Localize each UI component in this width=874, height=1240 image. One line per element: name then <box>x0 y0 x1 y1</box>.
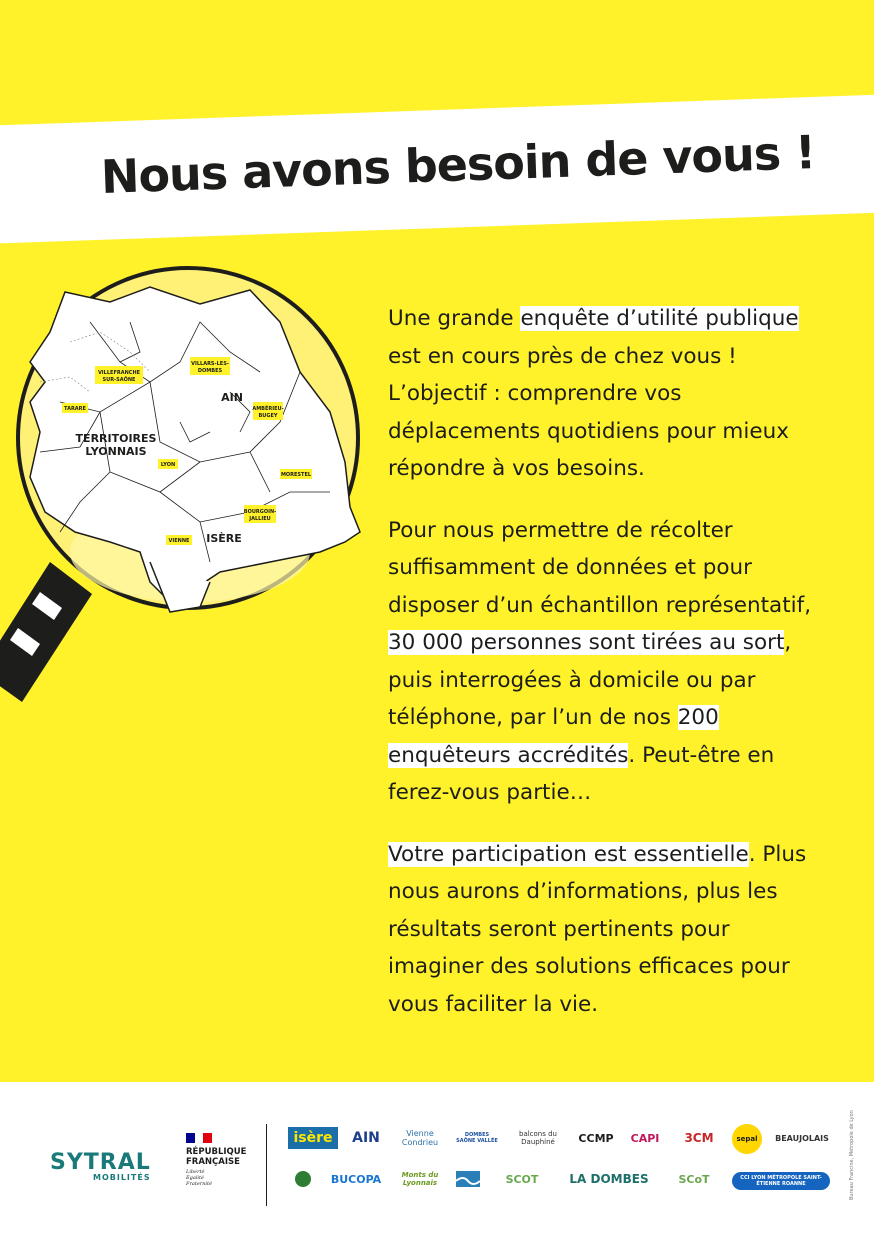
leaf-icon <box>294 1170 312 1188</box>
partner-logo-bucopa: BUCOPA <box>330 1172 382 1186</box>
highlighted-text: Votre participation est essentielle <box>388 841 749 867</box>
partner-logo-vienne-condrieu: Vienne Condrieu <box>401 1129 439 1147</box>
magnifier-map-graphic <box>0 262 380 722</box>
poster-body <box>388 300 828 1047</box>
partner-logo-sepal: sepal <box>732 1124 762 1154</box>
highlighted-text: enquête d’utilité publique <box>520 306 799 331</box>
label-vienne: VIENNE <box>168 538 190 544</box>
republique-francaise <box>186 1147 246 1167</box>
motto-1: Liberté <box>186 1169 205 1175</box>
credit-text: Bureau Francine, Métropole de Lyon <box>849 1110 855 1200</box>
motto-3: Fraternité <box>186 1181 212 1187</box>
label-villars-2: DOMBES <box>197 368 223 374</box>
region-territoires: TERRITOIRES <box>75 432 157 445</box>
body-text-segment: , puis interrogées à domicile ou par téléphone, par l’un de nos <box>388 630 792 730</box>
partner-logo-la-dombes: LA DOMBES <box>569 1172 649 1186</box>
motto-2: Égalité <box>186 1175 204 1181</box>
label-bourgoin-2: JALLIEU <box>249 516 271 522</box>
label-villefranche: VILLEFRANCHE <box>97 370 141 376</box>
label-lyon: LYON <box>160 462 176 468</box>
label-morestel: MORESTEL <box>280 472 312 478</box>
partner-logo-3cm: 3CM <box>684 1131 714 1145</box>
region-isere: ISÈRE <box>206 532 242 545</box>
region-lyonnais: LYONNAIS <box>85 445 147 458</box>
partner-logo-ccmp: CCMP <box>578 1131 614 1145</box>
rf-line-1: RÉPUBLIQUE <box>186 1147 247 1157</box>
label-amberieu-2: BUGEY <box>258 413 278 419</box>
label-villars: VILLARS-LES- <box>191 361 229 367</box>
region-ain: AIN <box>221 391 243 404</box>
partner-logo-monts-lyonnais: Monts du Lyonnais <box>401 1171 439 1187</box>
poster-title: Nous avons besoin de vous ! <box>100 125 816 204</box>
footer-divider <box>266 1124 267 1206</box>
partner-logo-ain: AIN <box>352 1130 380 1146</box>
highlighted-text: 200 enquêteurs accrédités <box>388 705 719 768</box>
sytral-logo: SYTRAL <box>50 1150 151 1175</box>
partner-logo-capi: CAPI <box>630 1131 660 1145</box>
paragraph-intro <box>388 300 828 488</box>
body-text-segment: . Peut-être en ferez-vous partie… <box>388 742 775 805</box>
marianne-flag-icon <box>186 1133 212 1143</box>
body-text-segment: . Plus nous aurons d’informations, plus les résultats seront pertinents pour imaginer des solutions efficaces pour vous faciliter la vie. <box>388 841 807 1017</box>
body-text-segment: Une grande <box>388 306 521 331</box>
partner-logo-isere: isère <box>288 1127 338 1149</box>
partner-logo-dombes-saone: DOMBES SAÔNE VALLÉE <box>456 1132 498 1144</box>
highlighted-text: 30 000 personnes sont tirées au sort <box>388 630 785 655</box>
label-villefranche-2: SUR-SAÔNE <box>102 377 136 383</box>
body-text-segment: Pour nous permettre de récolter suffisamment de données et pour disposer d’un échantillon représentatif, <box>388 517 812 618</box>
partner-logo-cci: CCI LYON MÉTROPOLE SAINT-ÉTIENNE ROANNE <box>732 1172 830 1190</box>
rf-motto <box>186 1169 212 1187</box>
paragraph-participation <box>388 836 828 1024</box>
partner-logo-scot-1: SCOT <box>505 1172 539 1186</box>
partner-logo-beaujolais: BEAUJOLAIS <box>775 1133 829 1143</box>
label-amberieu: AMBÉRIEU- <box>252 406 284 412</box>
rf-line-2: FRANÇAISE <box>186 1157 240 1167</box>
partner-logo-pays-ozon <box>452 1168 484 1190</box>
label-tarare: TARARE <box>64 406 86 412</box>
partner-logo-balcons-dauphine: balcons du Dauphiné <box>519 1130 557 1146</box>
sytral-subtitle: MOBILITÉS <box>93 1173 151 1182</box>
wave-icon <box>454 1167 482 1191</box>
body-text-segment: est en cours près de chez vous ! L’objectif : comprendre vos déplacements quotidiens pour mieux répondre à vos besoins. <box>388 343 789 481</box>
magnifier-illustration <box>0 262 380 722</box>
label-bourgoin: BOURGOIN- <box>243 509 277 515</box>
partner-logo-scot-2: SCoT <box>678 1172 710 1186</box>
magnifier-handle <box>0 562 92 702</box>
paragraph-sample <box>388 512 828 812</box>
partner-logo-ouest-lyonnais <box>288 1168 318 1190</box>
